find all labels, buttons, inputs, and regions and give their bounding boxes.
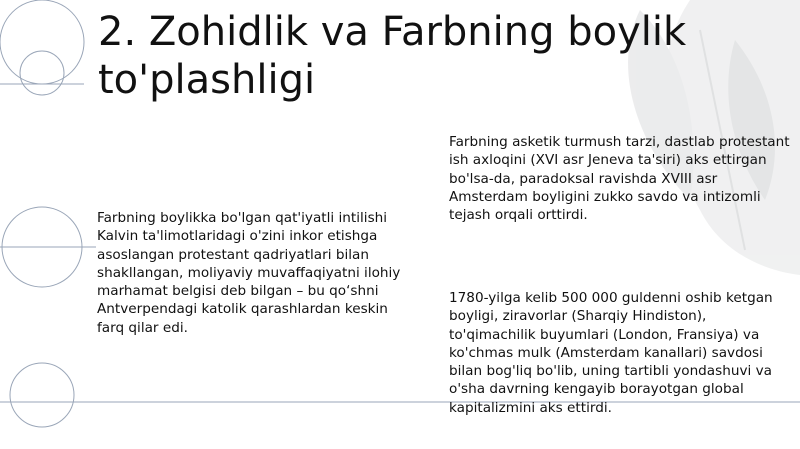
left-paragraph: Farbning boylikka bo'lgan qat'iyatli intilishi Kalvin ta'limotlaridagi o'zini inkor etishga asoslangan protestant qadriyatlari bilan shakllangan, moliyaviy muvaffaqiyatni ilohiy marhamat belgisi deb bilgan – bu qo‘shni Antverpendagi katolik qarashlardan keskin farq qilar edi.: [97, 210, 401, 336]
deco-circle-bottom: [10, 363, 74, 427]
slide-title: 2. Zohidlik va Farbning boylik to'plashligi: [98, 9, 687, 103]
deco-circle-large: [0, 0, 84, 84]
right-paragraph-bottom: 1780-yilga kelib 500 000 guldenni oshib ketgan boyligi, ziravorlar (Sharqiy Hindiston), to'qimachilik buyumlari (London, Fransiya) va ko'chmas mulk (Amsterdam kanallari) savdosi bilan bog'liq bo'lib, uning tartibli yondashuvi va o'sha davrning kengayib borayotgan global kapitalizmini aks ettirdi.: [449, 290, 773, 416]
right-paragraph-top: Farbning asketik turmush tarzi, dastlab protestant ish axloqini (XVI asr Jeneva ta'siri) aks ettirgan bo'lsa-da, paradoksal ravishda XVIII asr Amsterdam boyligini zukko savdo va intizomli tejash orqali orttirdi.: [449, 134, 790, 224]
deco-circle-small: [20, 51, 64, 95]
